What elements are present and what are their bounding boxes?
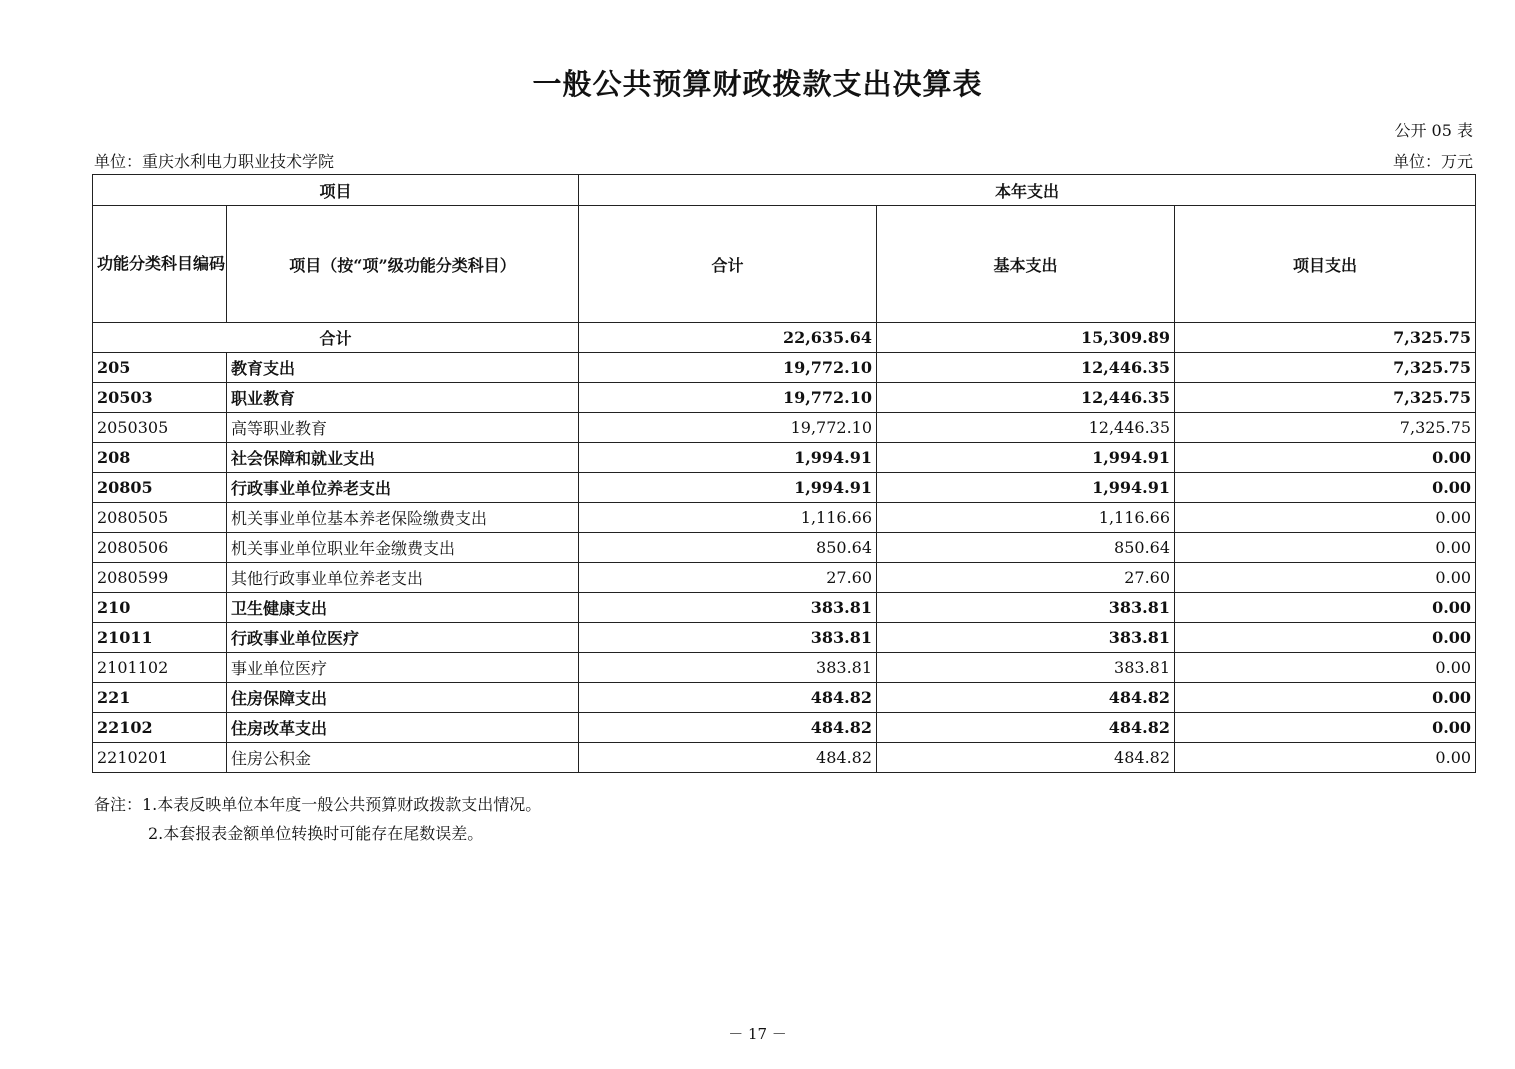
cell-total: 484.82 xyxy=(579,743,877,773)
form-code: 公开 05 表 xyxy=(1394,121,1473,140)
table-row xyxy=(93,503,1476,533)
cell-basic: 1,994.91 xyxy=(877,473,1175,503)
cell-basic: 484.82 xyxy=(877,743,1175,773)
total-amount: 22,635.64 xyxy=(579,323,877,353)
cell-code: 221 xyxy=(93,683,227,713)
cell-basic: 383.81 xyxy=(877,653,1175,683)
table-row xyxy=(93,353,1476,383)
table-row xyxy=(93,593,1476,623)
cell-code: 210 xyxy=(93,593,227,623)
header-basic: 基本支出 xyxy=(877,206,1175,323)
unit-currency: 单位：万元 xyxy=(1392,152,1473,171)
header-project: 项目 xyxy=(93,175,579,206)
cell-basic: 27.60 xyxy=(877,563,1175,593)
table-row xyxy=(93,443,1476,473)
cell-basic: 1,994.91 xyxy=(877,443,1175,473)
table-row xyxy=(93,623,1476,653)
cell-project: 0.00 xyxy=(1175,503,1476,533)
page-title: 一般公共预算财政拨款支出决算表 xyxy=(532,67,983,101)
cell-code: 2050305 xyxy=(93,413,227,443)
cell-total: 484.82 xyxy=(579,683,877,713)
header-row-2 xyxy=(93,206,1476,323)
cell-total: 1,994.91 xyxy=(579,473,877,503)
cell-project: 7,325.75 xyxy=(1175,353,1476,383)
expenditure-table xyxy=(92,174,1476,773)
cell-total: 1,116.66 xyxy=(579,503,877,533)
cell-name: 住房改革支出 xyxy=(227,713,579,743)
cell-project: 7,325.75 xyxy=(1175,383,1476,413)
cell-code: 205 xyxy=(93,353,227,383)
header-code: 功能分类科目编码 xyxy=(93,206,227,323)
cell-code: 208 xyxy=(93,443,227,473)
note-line-1: 备注：1.本表反映单位本年度一般公共预算财政拨款支出情况。 xyxy=(94,795,542,814)
cell-code: 20503 xyxy=(93,383,227,413)
page-number: － 17 － xyxy=(728,1025,787,1043)
cell-code: 22102 xyxy=(93,713,227,743)
cell-project: 0.00 xyxy=(1175,653,1476,683)
table-row xyxy=(93,743,1476,773)
cell-project: 0.00 xyxy=(1175,683,1476,713)
table-row xyxy=(93,473,1476,503)
cell-total: 19,772.10 xyxy=(579,413,877,443)
cell-total: 19,772.10 xyxy=(579,353,877,383)
table-row xyxy=(93,383,1476,413)
cell-code: 21011 xyxy=(93,623,227,653)
cell-name: 其他行政事业单位养老支出 xyxy=(227,563,579,593)
cell-project: 0.00 xyxy=(1175,473,1476,503)
cell-name: 住房保障支出 xyxy=(227,683,579,713)
cell-total: 383.81 xyxy=(579,653,877,683)
cell-code: 20805 xyxy=(93,473,227,503)
cell-basic: 850.64 xyxy=(877,533,1175,563)
cell-project: 0.00 xyxy=(1175,443,1476,473)
header-project-expense: 项目支出 xyxy=(1175,206,1476,323)
cell-name: 事业单位医疗 xyxy=(227,653,579,683)
cell-code: 2101102 xyxy=(93,653,227,683)
table-row xyxy=(93,563,1476,593)
unit-organization: 单位：重庆水利电力职业技术学院 xyxy=(94,152,335,171)
table-row xyxy=(93,653,1476,683)
header-item: 项目（按“项”级功能分类科目） xyxy=(227,206,579,323)
cell-name: 行政事业单位医疗 xyxy=(227,623,579,653)
cell-project: 0.00 xyxy=(1175,623,1476,653)
total-project: 7,325.75 xyxy=(1175,323,1476,353)
cell-basic: 1,116.66 xyxy=(877,503,1175,533)
cell-project: 7,325.75 xyxy=(1175,413,1476,443)
cell-total: 19,772.10 xyxy=(579,383,877,413)
cell-total: 27.60 xyxy=(579,563,877,593)
cell-code: 2080505 xyxy=(93,503,227,533)
cell-name: 机关事业单位职业年金缴费支出 xyxy=(227,533,579,563)
table-row xyxy=(93,413,1476,443)
cell-name: 职业教育 xyxy=(227,383,579,413)
cell-name: 机关事业单位基本养老保险缴费支出 xyxy=(227,503,579,533)
notes xyxy=(94,790,541,848)
cell-basic: 484.82 xyxy=(877,713,1175,743)
cell-name: 教育支出 xyxy=(227,353,579,383)
cell-basic: 383.81 xyxy=(877,593,1175,623)
cell-code: 2080506 xyxy=(93,533,227,563)
cell-basic: 484.82 xyxy=(877,683,1175,713)
cell-name: 行政事业单位养老支出 xyxy=(227,473,579,503)
cell-name: 社会保障和就业支出 xyxy=(227,443,579,473)
cell-basic: 12,446.35 xyxy=(877,413,1175,443)
header-total: 合计 xyxy=(579,206,877,323)
note-line-2: 2.本套报表金额单位转换时可能存在尾数误差。 xyxy=(148,824,484,843)
cell-code: 2080599 xyxy=(93,563,227,593)
cell-total: 383.81 xyxy=(579,623,877,653)
cell-total: 484.82 xyxy=(579,713,877,743)
cell-total: 850.64 xyxy=(579,533,877,563)
cell-total: 383.81 xyxy=(579,593,877,623)
cell-name: 住房公积金 xyxy=(227,743,579,773)
cell-name: 卫生健康支出 xyxy=(227,593,579,623)
cell-project: 0.00 xyxy=(1175,713,1476,743)
cell-project: 0.00 xyxy=(1175,743,1476,773)
cell-basic: 12,446.35 xyxy=(877,383,1175,413)
cell-project: 0.00 xyxy=(1175,563,1476,593)
total-row xyxy=(93,323,1476,353)
table-row xyxy=(93,683,1476,713)
cell-code: 2210201 xyxy=(93,743,227,773)
cell-project: 0.00 xyxy=(1175,593,1476,623)
total-label: 合计 xyxy=(93,323,579,353)
table-row xyxy=(93,713,1476,743)
cell-project: 0.00 xyxy=(1175,533,1476,563)
cell-basic: 383.81 xyxy=(877,623,1175,653)
header-current-year: 本年支出 xyxy=(579,175,1476,206)
cell-name: 高等职业教育 xyxy=(227,413,579,443)
total-basic: 15,309.89 xyxy=(877,323,1175,353)
cell-total: 1,994.91 xyxy=(579,443,877,473)
table-row xyxy=(93,533,1476,563)
header-row-1 xyxy=(93,175,1476,206)
cell-basic: 12,446.35 xyxy=(877,353,1175,383)
